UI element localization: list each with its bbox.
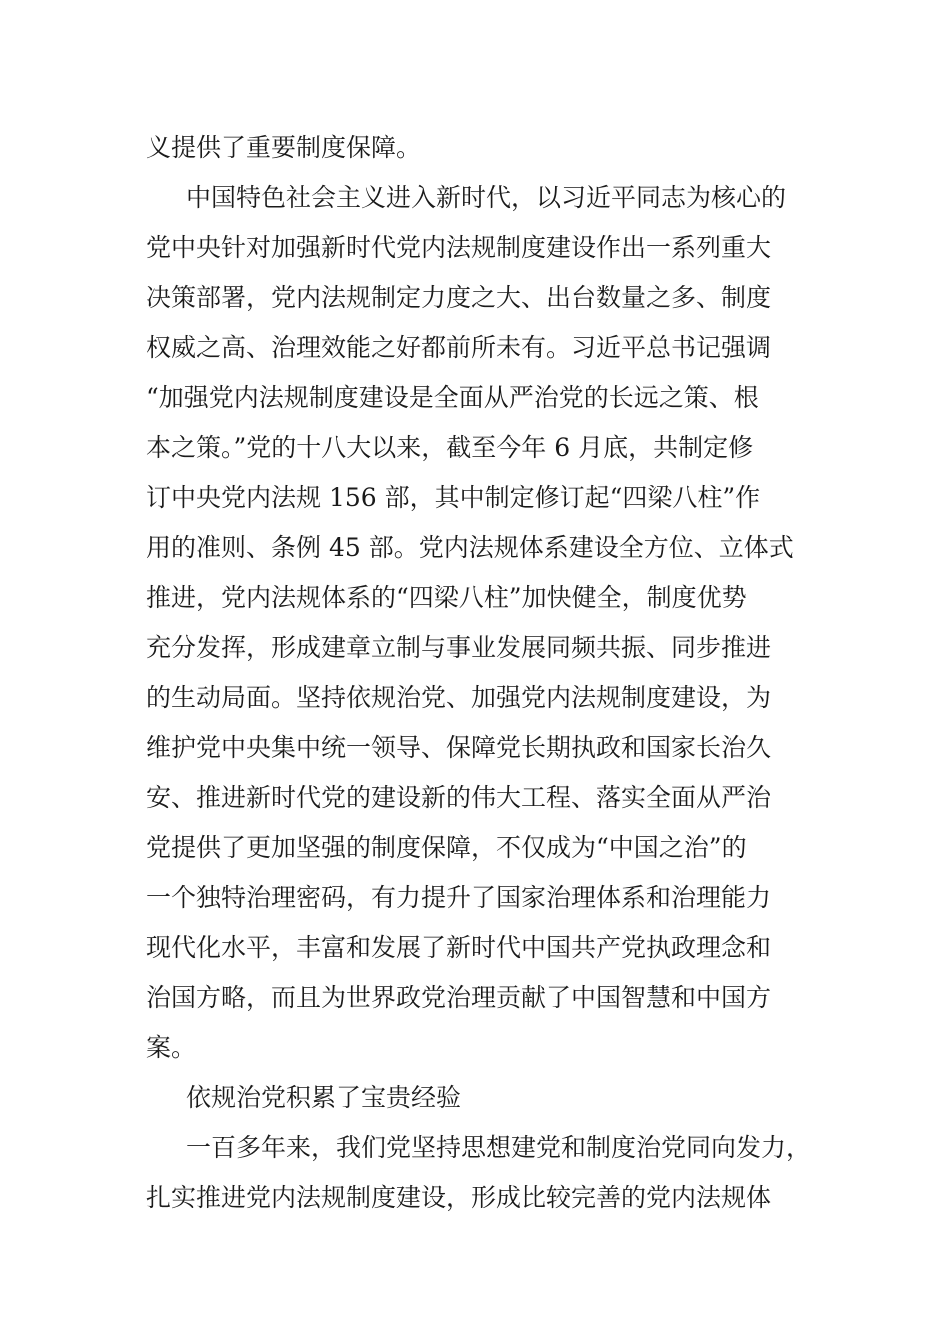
- text-line: 治国方略，而且为世界政党治理贡献了中国智慧和中国方: [146, 983, 772, 1012]
- text-line: 一个独特治理密码，有力提升了国家治理体系和治理能力: [146, 883, 772, 912]
- paragraph-start-line: 中国特色社会主义进入新时代，以习近平同志为核心的: [186, 183, 787, 212]
- text-line: 维护党中央集中统一领导、保障党长期执政和国家长治久: [146, 733, 772, 762]
- text-line: 义提供了重要制度保障。: [146, 133, 422, 162]
- text-line: 决策部署，党内法规制定力度之大、出台数量之多、制度: [146, 283, 772, 312]
- paragraph-start-line: 一百多年来，我们党坚持思想建党和制度治党同向发力，: [186, 1133, 812, 1162]
- text-line: “加强党内法规制度建设是全面从严治党的长远之策、根: [146, 383, 759, 412]
- text-line: 用的准则、条例 45 部。党内法规体系建设全方位、立体式: [146, 533, 794, 562]
- section-heading: 依规治党积累了宝贵经验: [186, 1083, 462, 1112]
- text-line: 充分发挥，形成建章立制与事业发展同频共振、同步推进: [146, 633, 772, 662]
- text-line: 本之策。”党的十八大以来，截至今年 6 月底，共制定修: [146, 433, 754, 462]
- text-line: 订中央党内法规 156 部，其中制定修订起“四梁八柱”作: [146, 483, 761, 512]
- text-line: 的生动局面。坚持依规治党、加强党内法规制度建设，为: [146, 683, 772, 712]
- text-line: 安、推进新时代党的建设新的伟大工程、落实全面从严治: [146, 783, 772, 812]
- text-line: 党中央针对加强新时代党内法规制度建设作出一系列重大: [146, 233, 772, 262]
- text-line: 权威之高、治理效能之好都前所未有。习近平总书记强调: [146, 333, 772, 362]
- text-line: 现代化水平，丰富和发展了新时代中国共产党执政理念和: [146, 933, 772, 962]
- text-line: 推进，党内法规体系的“四梁八柱”加快健全，制度优势: [146, 583, 747, 612]
- text-line: 党提供了更加坚强的制度保障，不仅成为“中国之治”的: [146, 833, 747, 862]
- text-line: 扎实推进党内法规制度建设，形成比较完善的党内法规体: [146, 1183, 772, 1212]
- text-line: 案。: [146, 1033, 197, 1062]
